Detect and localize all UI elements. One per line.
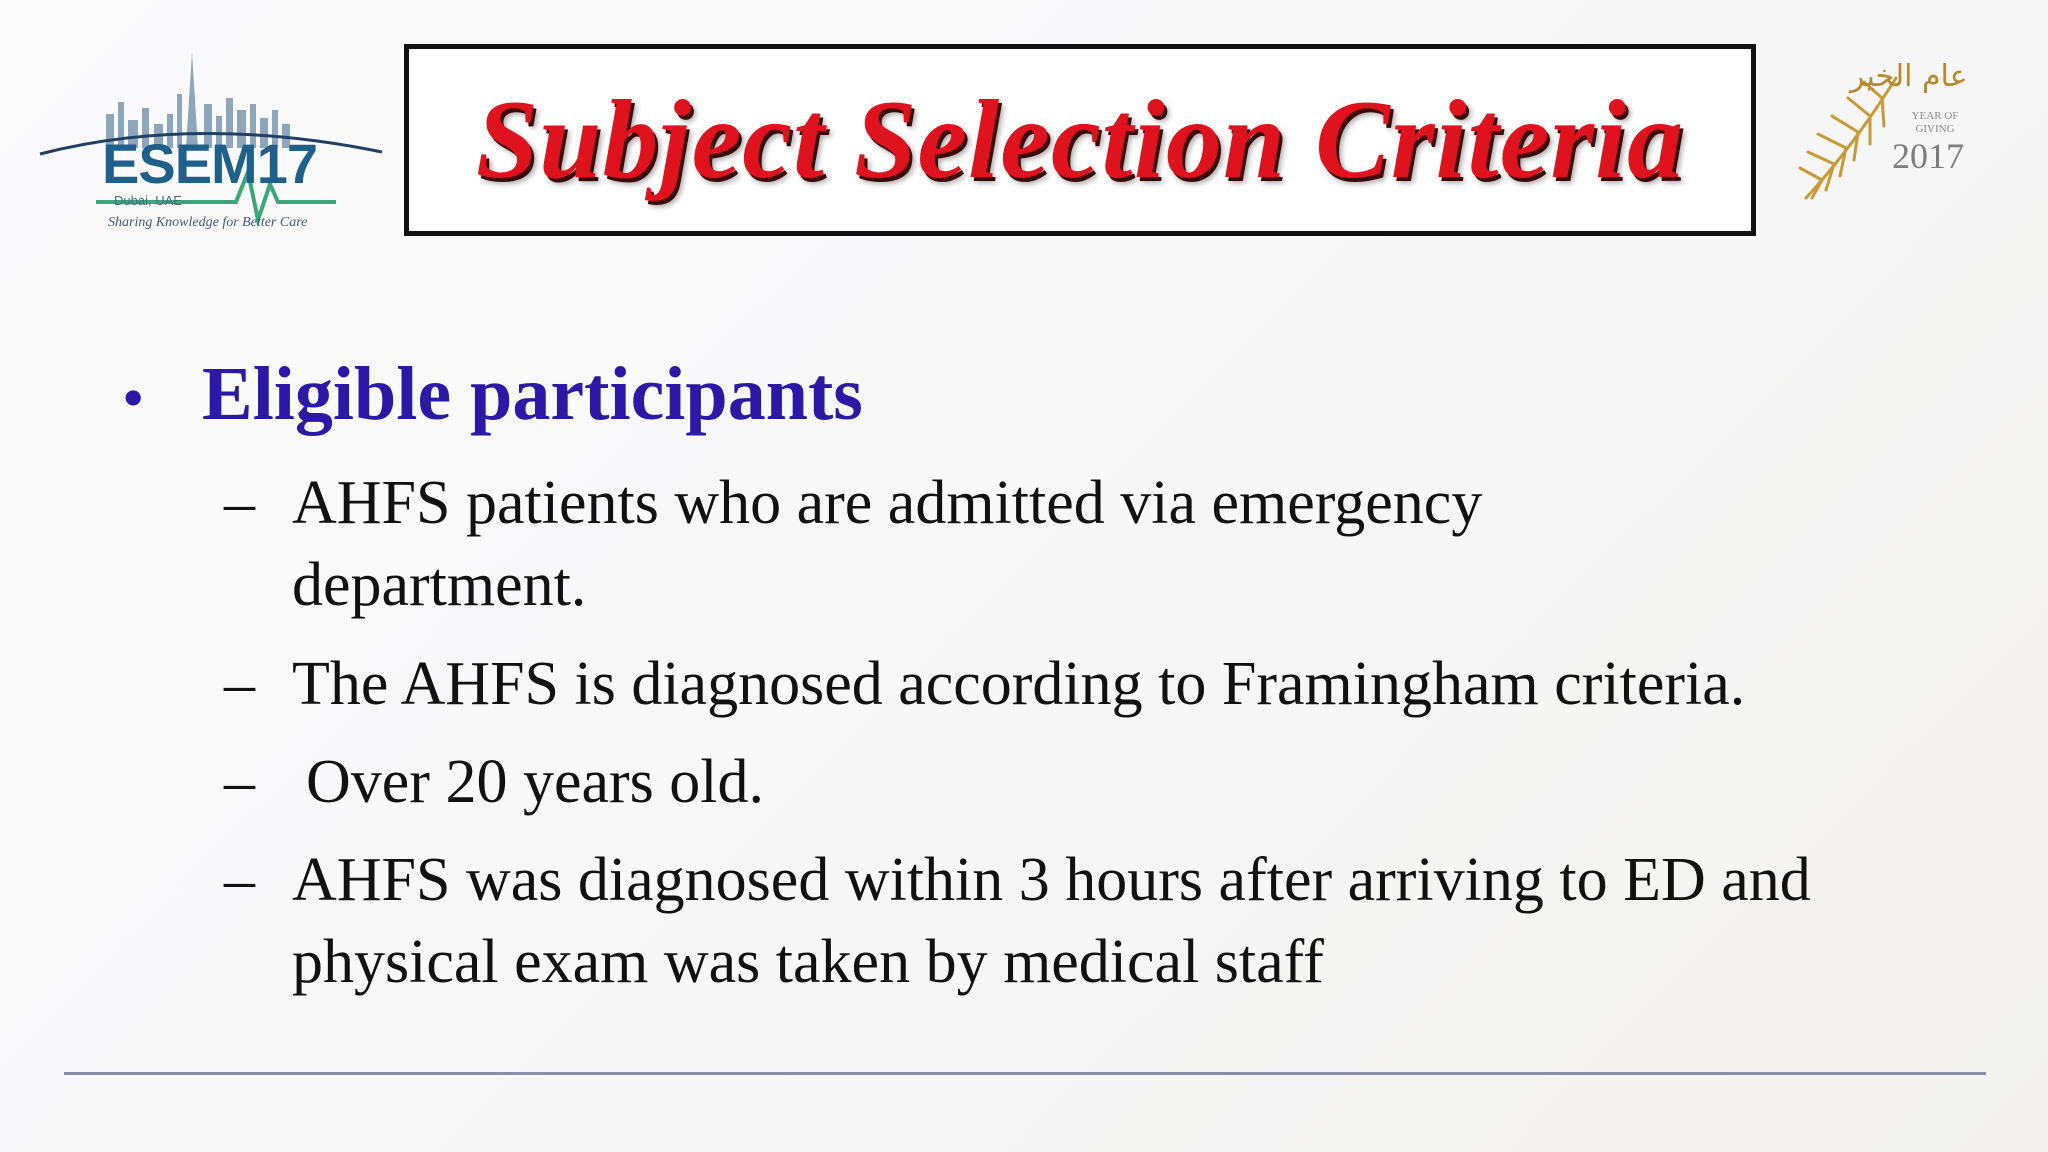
bullet-heading-row [122,352,863,436]
list-item-text: The AHFS is diagnosed according to Framingham criteria. [292,650,1746,718]
year-number: 2017 [1892,136,1964,176]
dash-icon: – [224,846,255,914]
year-of-giving-logo [1792,48,1972,208]
list-item [224,462,1632,626]
logo-tagline: Sharing Knowledge for Better Care [108,215,308,230]
dash-icon: – [224,748,255,816]
footer-divider [64,1072,1986,1075]
list-item [224,643,1972,725]
list-item-text: Over 20 years old. [306,748,764,816]
slide-title: Subject Selection Criteria [475,78,1685,202]
title-box [404,44,1756,236]
logo-location: Dubai, UAE [114,193,182,208]
list-item-text: AHFS was diagnosed within 3 hours after arriving to ED and physical exam was taken by medical staff [292,846,1811,996]
list-item [224,741,1986,823]
list-item-text: AHFS patients who are admitted via emergency department. [292,469,1483,619]
list-item [224,839,1912,1003]
esem17-logo [36,44,396,244]
dash-icon: – [224,650,255,718]
logo-wordmark: ESEM17 [102,132,317,195]
bullet-heading: Eligible participants [202,352,863,436]
bullet-icon: • [122,362,145,433]
year-of-giving-label: YEAR OF GIVING [1911,110,1959,135]
arabic-wordmark: عام الخير [1850,59,1968,94]
dash-icon: – [224,469,255,537]
